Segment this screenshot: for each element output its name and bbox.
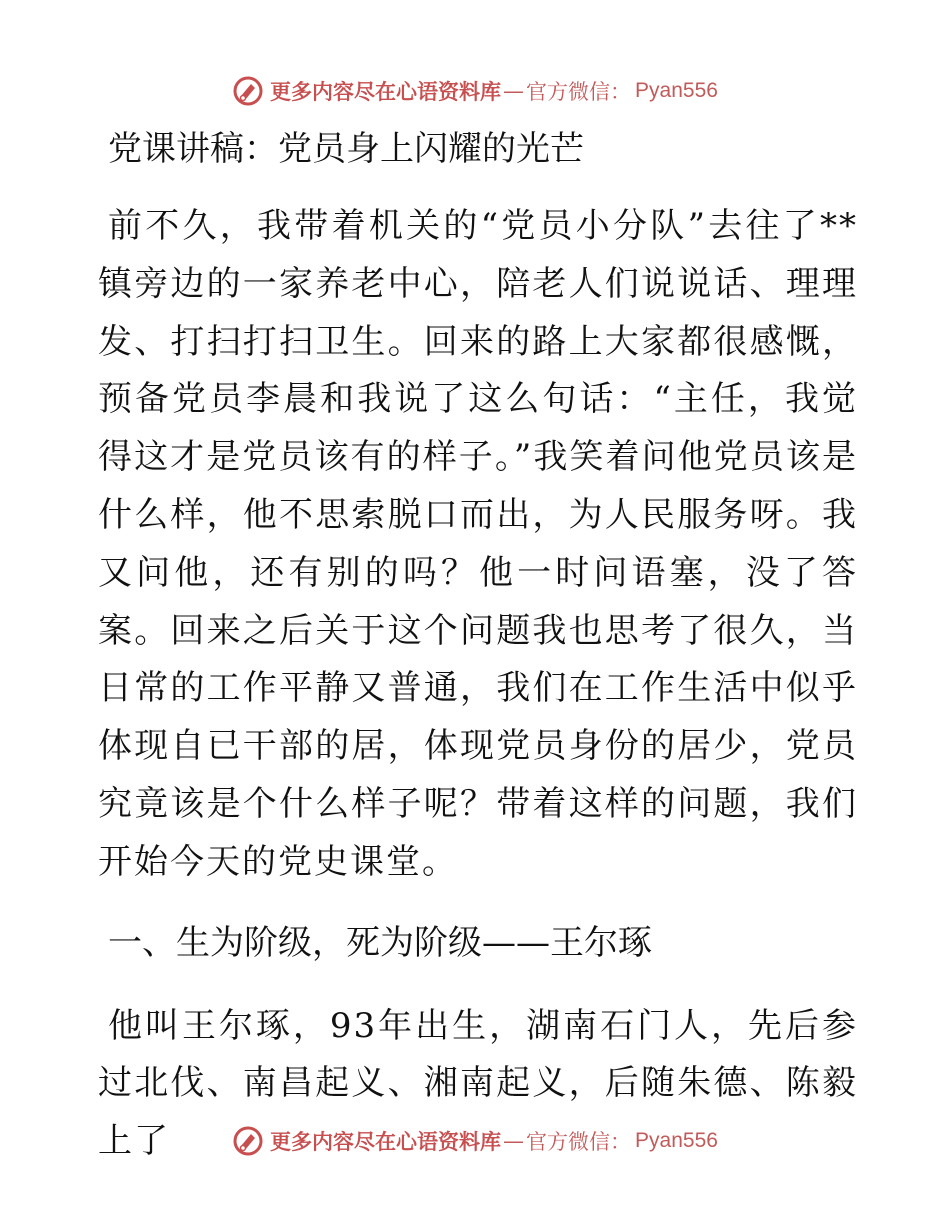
watermark-header	[0, 71, 950, 111]
watermark-main-text: 更多内容尽在心语资料库	[270, 79, 502, 104]
watermark-dash: —	[503, 1129, 525, 1153]
paragraph-intro: 前不久，我带着机关的“党员小分队”去往了**镇旁边的一家养老中心，陪老人们说说话、理理发、打扫打扫卫生。回来的路上大家都很感慨，预备党员李晨和我说了这么句话：“主任，我觉得这才是党员该有的样子。”我笑着问他党员该是什么样，他不思索脱口而出，为人民服务呀。我又问他，还有别的吗？他一时问语塞，没了答案。回来之后关于这个问题我也思考了很久，当日常的工作平静又普通，我们在工作生活中似乎体现自已干部的居，体现党员身份的居少，党员究竟该是个什么样子呢？带着这样的问题，我们开始今天的党史课堂。	[98, 206, 858, 882]
watermark-dash: —	[503, 79, 525, 103]
watermark-main-text: 更多内容尽在心语资料库	[270, 1129, 502, 1154]
watermark-wechat-id: Pyan556	[635, 79, 718, 102]
watermark-wechat-id: Pyan556	[635, 1129, 718, 1152]
library-logo-icon	[232, 75, 264, 107]
watermark-footer	[0, 1121, 950, 1161]
document-body	[98, 118, 858, 1171]
watermark-sub-text: 官方微信：	[526, 1130, 632, 1154]
paragraph-wang-erzhuo: 他叫王尔琢，93年出生，湖南石门人，先后参过北伐、南昌起义、湘南起义，后随朱德、陈毅上了	[98, 1005, 858, 1162]
library-logo-icon	[232, 1125, 264, 1157]
watermark-sub-text: 官方微信：	[526, 80, 632, 104]
document-title: 党课讲稿：党员身上闪耀的光芒	[108, 129, 584, 169]
section-heading-1: 一、生为阶级，死为阶级——王尔琢	[108, 922, 652, 963]
